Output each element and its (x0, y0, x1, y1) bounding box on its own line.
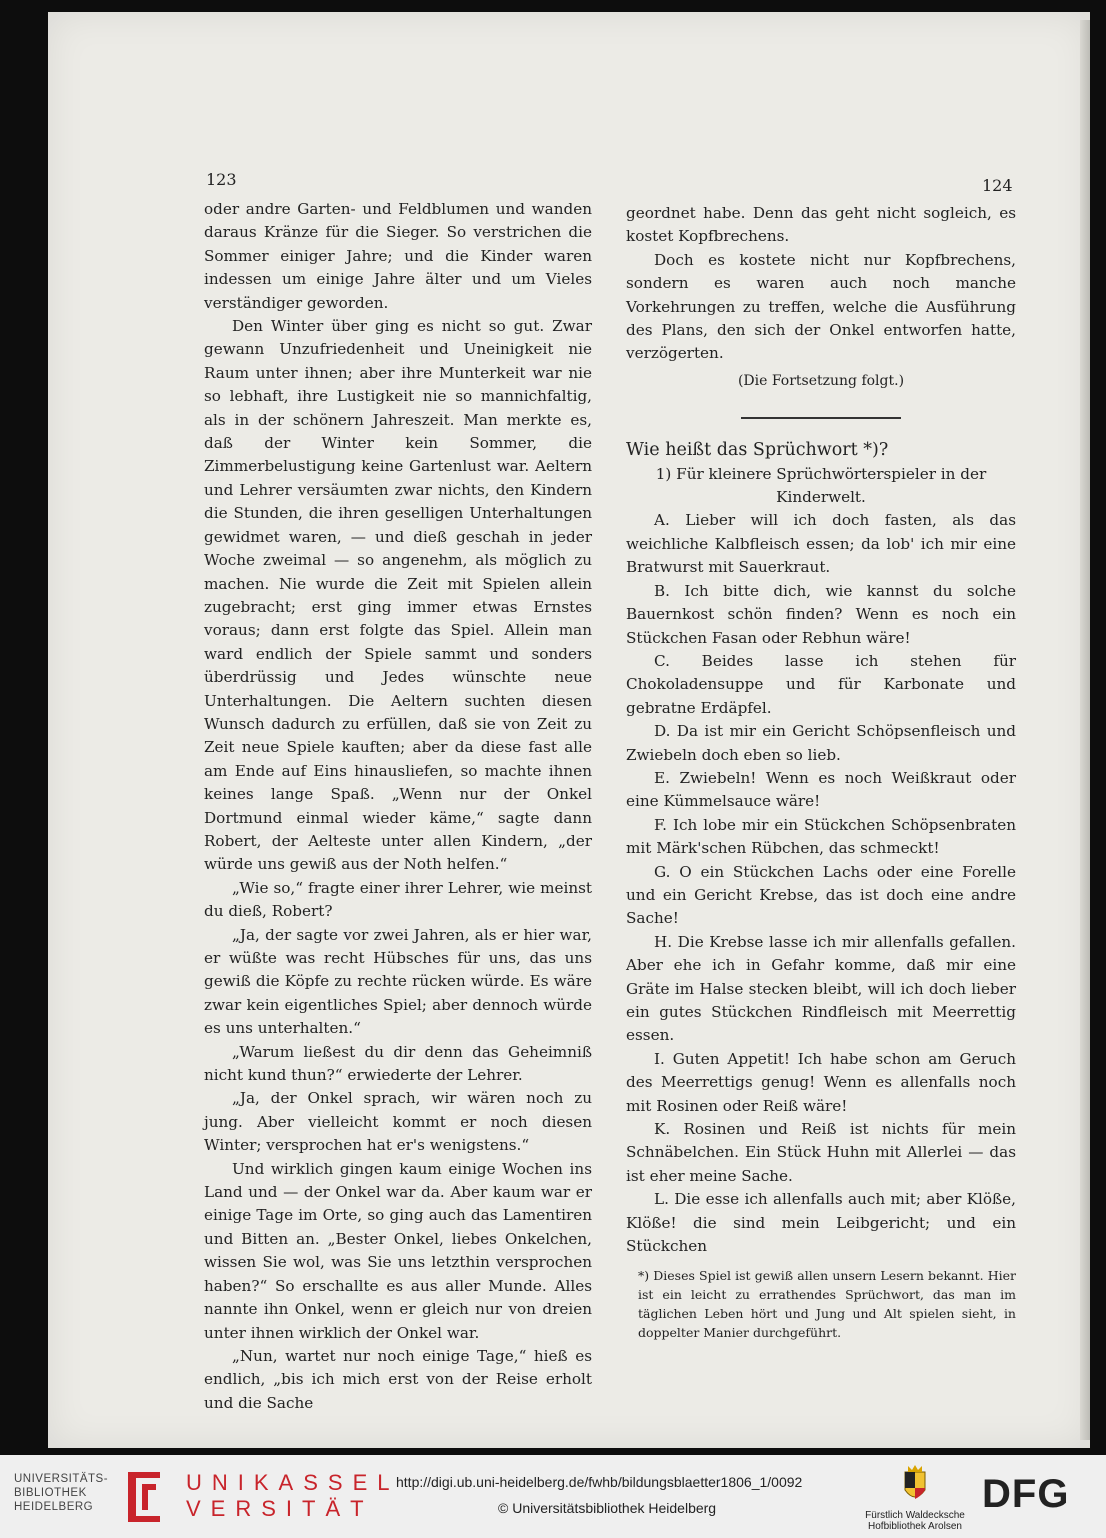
page-number-left: 123 (206, 170, 237, 189)
left-column (204, 198, 592, 1415)
heidelberg-library-logo[interactable] (14, 1472, 124, 1514)
paragraph: Doch es kostete nicht nur Kopfbrechens, sondern es waren auch noch manche Vorkehrungen zu treffen, welche die Ausführung des Plans, den sich der Onkel entworfen hatte, verzögerten. (626, 250, 1016, 363)
dialogue-entry: B. Ich bitte dich, wie kannst du solche Bauernkost schön finden? Wenn es noch ein Stückchen Fasan oder Rebhun wäre! (626, 581, 1016, 647)
dialogue-entry: K. Rosinen und Reiß ist nichts für mein Schnäbelchen. Ein Stück Huhn mit Allerlei — das ist eher meine Sache. (626, 1120, 1016, 1185)
logo-line: HEIDELBERG (14, 1501, 94, 1513)
dialogue-entry: C. Beides lasse ich stehen für Chokoladensuppe und für Karbonate und gebratne Erdäpfel. (626, 651, 1016, 717)
dialogue-entry: D. Da ist mir ein Gericht Schöpsenfleisch und Zwiebeln doch eben so lieb. (626, 722, 1016, 764)
paragraph: geordnet habe. Denn das geht nicht sogleich, es kostet Kopfbrechens. (626, 204, 1016, 246)
right-column (626, 202, 1016, 1342)
section-heading: Wie heißt das Sprüchwort *)? (626, 440, 889, 461)
dialogue-entry: H. Die Krebse lasse ich mir allenfalls gefallen. Aber ehe ich in Gefahr komme, daß mir eine Gräte im Halse stecken bleibt, will ich doch lieber ein gutes Stückchen Rindfleisch mit Meerrettig essen. (626, 932, 1016, 1045)
paragraph: „Nun, wartet nur noch einige Tage,“ hieß es endlich, „bis ich mich erst von der Reise erholt und die Sache (204, 1346, 592, 1412)
page-edge (1080, 20, 1090, 1440)
paragraph: oder andre Garten- und Feldblumen und wanden daraus Kränze für die Sieger. So verstrichen die Sommer einiger Jahre; und die Kinder waren indessen um einige Jahre älter und um Vieles verständiger geworden. (204, 200, 592, 312)
continuation-note: (Die Fortsetzung folgt.) (737, 372, 905, 389)
paragraph: Den Winter über ging es nicht so gut. Zwar gewann Unzufriedenheit und Uneinigkeit nie Raum unter ihnen; aber ihre Munterkeit war nie so lebhaft, ihre Lustigkeit nie so mannichfaltig, als in der schönern Jahreszeit. Man merkte es, daß der Winter kein Sommer, die Zimmerbelustigung keine Gartenlust war. Aeltern und Lehrer versäumten zwar nichts, den Kindern die Stunden, die ihren geselligen Unterhaltungen gewidmet waren, — und dieß geschah in jeder Woche zweimal — so angenehm, als möglich zu machen. Nie wurde die Zeit mit Spielen allein zugebracht; erst ging immer etwas Ernstes voraus; dann erst folgte das Spiel. Allein man ward endlich der Spiele sammt und sonders überdrüssig und Jedes wünschte neue Unterhaltungen. Die Aeltern suchten diesen Wunsch dadurch zu erfüllen, daß sie von Zeit zu Zeit neue Spiele kauften; aber da diese fast alle am Ende auf Eins hinausliefen, so machte ihnen keines lange Spaß. „Wenn nur der Onkel Dortmund einmal wieder käme,“ sagte dann Robert, der Aelteste unter allen Kindern, „der würde uns gewiß aus der Noth helfen.“ (204, 317, 592, 874)
paragraph: „Ja, der Onkel sprach, wir wären noch zu jung. Aber vielleicht kommt er noch diesen Winter; versprochen hat er's wenigstens.“ (204, 1089, 592, 1155)
arolsen-crest-icon (900, 1464, 930, 1506)
logo-line: Fürstlich Waldecksche (865, 1510, 965, 1521)
dialogue-entry: E. Zwiebeln! Wenn es noch Weißkraut oder eine Kümmelsauce wäre! (626, 768, 1016, 811)
dialogue-entry: I. Guten Appetit! Ich habe schon am Geruch des Meerrettigs genug! Wenn es allenfalls noch mit Rosinen oder Reiß wäre! (626, 1049, 1016, 1115)
footnote: *) Dieses Spiel ist gewiß allen unsern Lesern bekannt. Hier ist ein leicht zu errathendes Sprüchwort, das man im täglichen Leben hört und Jung und Alt spielen sieht, in doppelter Manier durchgeführt. (638, 1268, 1016, 1341)
section-divider (741, 417, 901, 419)
arolsen-library-logo[interactable] (840, 1510, 990, 1532)
paragraph: Und wirklich gingen kaum einige Wochen ins Land und — der Onkel war da. Aber kaum war er einige Tage im Orte, so ging auch das Lamentiren und Bitten an. „Bester Onkel, liebes Onkelchen, wissen Sie wol, was Sie uns letzthin versprochen haben?“ So erschallte es aus aller Munde. Alles nannte ihn Onkel, wenn er gleich nur von dreien unter ihnen wirklich der Onkel war. (204, 1159, 592, 1342)
kassel-line-top: UNIKASSEL (186, 1470, 400, 1495)
dialogue-entry: A. Lieber will ich doch fasten, als das weichliche Kalbfleisch essen; da lob' ich mir eine Bratwurst mit Sauerkraut. (626, 511, 1016, 577)
section-subheading: 1) Für kleinere Sprüchwörterspieler in der Kinderwelt. (655, 464, 987, 507)
kassel-university-logo[interactable] (186, 1470, 400, 1522)
paragraph: „Warum ließest du dir denn das Geheimniß nicht kund thun?“ erwiederte der Lehrer. (204, 1042, 592, 1085)
logo-line: BIBLIOTHEK (14, 1487, 87, 1499)
logo-line: Hofbibliothek Arolsen (868, 1521, 962, 1532)
copyright-notice: © Universitätsbibliothek Heidelberg (498, 1500, 717, 1516)
page-number-right: 124 (982, 176, 1013, 195)
dialogue-entry: F. Ich lobe mir ein Stückchen Schöpsenbraten mit Märk'schen Rübchen, das schmeckt! (626, 815, 1016, 858)
logo-line: UNIVERSITÄTS- (14, 1473, 109, 1485)
dfg-logo[interactable]: DFG (982, 1472, 1070, 1516)
paragraph: „Wie so,“ fragte einer ihrer Lehrer, wie meinst du dieß, Robert? (204, 878, 592, 921)
paragraph: „Ja, der sagte vor zwei Jahren, als er hier war, er wüßte was recht Hübsches für uns, das uns gewiß die Köpfe zu rechte rücken würde. Es wäre zwar kein eigentliches Spiel; aber dennoch würde es uns unterhalten.“ (204, 925, 592, 1038)
permalink-url[interactable]: http://digi.ub.uni-heidelberg.de/fwhb/bildungsblaetter1806_1/0092 (396, 1474, 803, 1490)
kassel-line-bottom: VERSITÄT (186, 1496, 374, 1521)
kassel-emblem-icon (122, 1468, 166, 1526)
dialogue-entry: G. O ein Stückchen Lachs oder eine Forelle und ein Gericht Krebse, das ist doch eine andre Sache! (626, 862, 1016, 928)
dialogue-entry: L. Die esse ich allenfalls auch mit; aber Klöße, Klöße! die sind mein Leibgericht; und ein Stückchen (626, 1190, 1016, 1256)
